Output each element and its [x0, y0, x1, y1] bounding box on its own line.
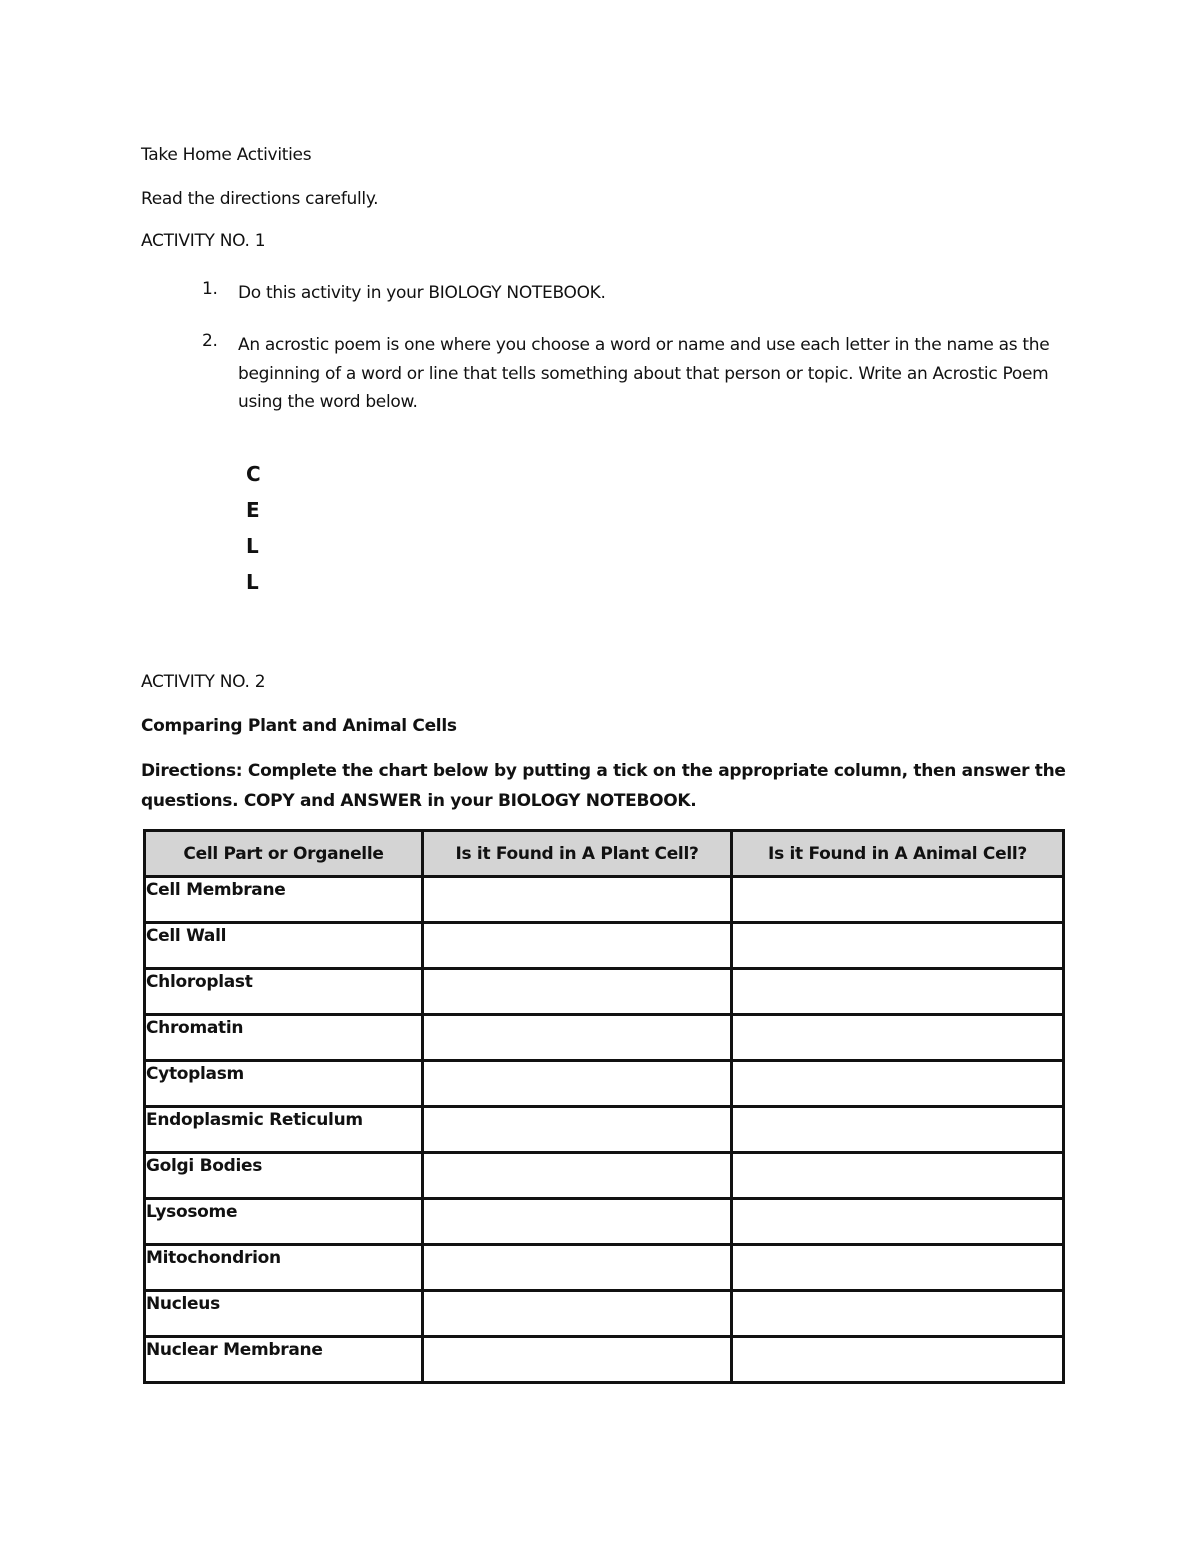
instruction-text: Read the directions carefully. — [141, 189, 379, 209]
table-row — [145, 1337, 1064, 1383]
comparison-table — [143, 829, 1065, 1384]
table-row — [145, 1015, 1064, 1061]
table-row — [145, 923, 1064, 969]
table-row — [145, 1245, 1064, 1291]
plant-cell-answer — [423, 1153, 732, 1199]
cell-part-name: Chloroplast — [145, 969, 423, 1015]
animal-cell-answer — [732, 1015, 1064, 1061]
table-row — [145, 1107, 1064, 1153]
activity2-subheading: Comparing Plant and Animal Cells — [141, 716, 457, 736]
cell-part-name: Cell Membrane — [145, 877, 423, 923]
list-item-number: 1. — [202, 279, 218, 299]
animal-cell-answer — [732, 1107, 1064, 1153]
table-row — [145, 1153, 1064, 1199]
header-cell-part: Cell Part or Organelle — [145, 831, 423, 877]
plant-cell-answer — [423, 1291, 732, 1337]
cell-part-name: Golgi Bodies — [145, 1153, 423, 1199]
plant-cell-answer — [423, 1199, 732, 1245]
header-plant-cell: Is it Found in A Plant Cell? — [423, 831, 732, 877]
table-header-row — [145, 831, 1064, 877]
animal-cell-answer — [732, 1337, 1064, 1383]
activity2-heading: ACTIVITY NO. 2 — [141, 672, 266, 692]
animal-cell-answer — [732, 1245, 1064, 1291]
animal-cell-answer — [732, 1291, 1064, 1337]
acrostic-word — [246, 456, 261, 600]
animal-cell-answer — [732, 969, 1064, 1015]
cell-part-name: Lysosome — [145, 1199, 423, 1245]
animal-cell-answer — [732, 1061, 1064, 1107]
animal-cell-answer — [732, 1199, 1064, 1245]
list-item-text: An acrostic poem is one where you choose a word or name and use each letter in the name as the beginning of a word or line that tells something about that person or topic. Write an Acrostic Poem using the word below. — [238, 335, 1050, 412]
cell-part-name: Cell Wall — [145, 923, 423, 969]
plant-cell-answer — [423, 923, 732, 969]
table-row — [145, 877, 1064, 923]
cell-part-name: Nuclear Membrane — [145, 1337, 423, 1383]
activity1-heading: ACTIVITY NO. 1 — [141, 231, 266, 251]
cell-part-name: Endoplasmic Reticulum — [145, 1107, 423, 1153]
plant-cell-answer — [423, 877, 732, 923]
table-row — [145, 1061, 1064, 1107]
cell-part-name: Mitochondrion — [145, 1245, 423, 1291]
acrostic-letter: C — [246, 462, 261, 486]
acrostic-letter: L — [246, 534, 259, 558]
table-row — [145, 969, 1064, 1015]
list-item-number: 2. — [202, 331, 218, 351]
plant-cell-answer — [423, 1015, 732, 1061]
cell-part-name: Cytoplasm — [145, 1061, 423, 1107]
plant-cell-answer — [423, 1061, 732, 1107]
header-animal-cell: Is it Found in A Animal Cell? — [732, 831, 1064, 877]
plant-cell-answer — [423, 1107, 732, 1153]
document-title: Take Home Activities — [141, 145, 312, 165]
animal-cell-answer — [732, 877, 1064, 923]
animal-cell-answer — [732, 923, 1064, 969]
activity2-directions: Directions: Complete the chart below by putting a tick on the appropriate column, then answer the questions. COPY and ANSWER in your BIOLOGY NOTEBOOK. — [141, 761, 1066, 811]
acrostic-letter: L — [246, 570, 259, 594]
animal-cell-answer — [732, 1153, 1064, 1199]
table-row — [145, 1291, 1064, 1337]
cell-part-name: Chromatin — [145, 1015, 423, 1061]
table-row — [145, 1199, 1064, 1245]
list-item-text: Do this activity in your BIOLOGY NOTEBOOK. — [238, 283, 606, 303]
plant-cell-answer — [423, 1245, 732, 1291]
cell-part-name: Nucleus — [145, 1291, 423, 1337]
plant-cell-answer — [423, 969, 732, 1015]
acrostic-letter: E — [246, 498, 260, 522]
plant-cell-answer — [423, 1337, 732, 1383]
